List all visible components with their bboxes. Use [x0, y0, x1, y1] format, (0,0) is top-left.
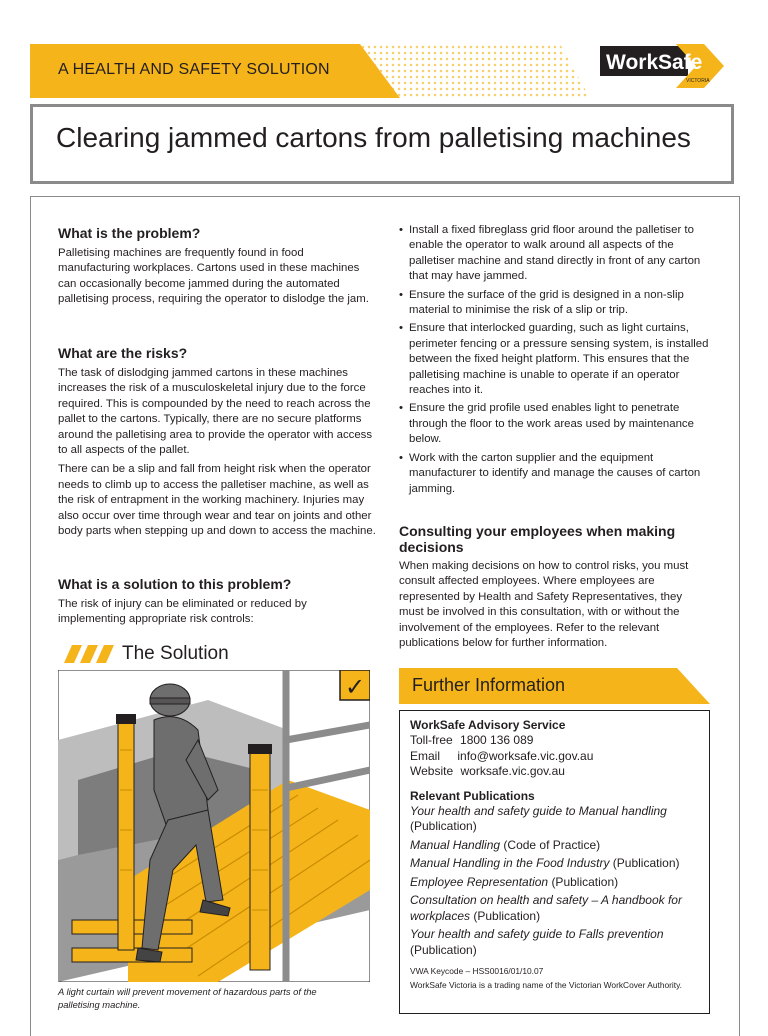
solution-illustration [58, 670, 370, 982]
logo-sub: VICTORIA [686, 78, 710, 84]
email-row [410, 749, 702, 765]
problem-text: Palletising machines are frequently found in food manufacturing workplaces. Cartons used in these machines can occasionally become jammed during the automated palletising process, requiring the operator to dislodge the jam. [58, 247, 369, 306]
website-label: Website [410, 764, 454, 778]
illustration-caption: A light curtain will prevent movement of hazardous parts of the palletising machine. [58, 986, 317, 1010]
risks-section [58, 345, 376, 539]
list-item: • Ensure that interlocked guarding, such as light curtains, perimeter fencing or a pressure sensing system, is installed between the fixed height platform. This ensures that the palletising machine is unable to operate if an operator reaches into it. [399, 321, 709, 398]
publication-title: Manual Handling [410, 837, 501, 852]
website-row [410, 764, 702, 780]
solution-section [58, 576, 376, 628]
publication-type: (Code of Practice) [503, 837, 601, 852]
publication-title: Your health and safety guide to Falls prevention [410, 927, 664, 941]
banner-text: A HEALTH AND SAFETY SOLUTION [58, 61, 330, 78]
risks-heading: What are the risks? [58, 345, 188, 361]
check-icon: ✓ [344, 673, 366, 701]
tollfree-value[interactable]: 1800 136 089 [460, 733, 534, 747]
consult-heading: Consulting your employees when making decisions [399, 523, 676, 555]
problem-section [58, 225, 376, 308]
publication-type: (Publication) [410, 819, 477, 833]
tollfree-row [410, 733, 702, 749]
list-item: • Work with the carton supplier and the equipment manufacturer to identify and manage the causes of carton jamming. [399, 451, 709, 497]
list-item: • Ensure the grid profile used enables light to penetrate through the floor to the work areas used by maintenance below. [399, 401, 709, 447]
solution-text: The risk of injury can be eliminated or reduced by implementing appropriate risk controls: [58, 598, 307, 626]
publication-item[interactable] [410, 838, 702, 854]
publication-title: Manual Handling in the Food Industry [410, 856, 610, 870]
email-label: Email [410, 748, 441, 763]
risks-paragraph-1: The task of dislodging jammed cartons in these machines increases the risk of a musculoskeletal injury due to the force required. This is compounded by the need to reach across the pallet to the cartons. Typically, there are no secure platforms around the palletising area to provide the operator with access to all aspects of the pallet. [58, 367, 373, 457]
logo-safe: Safe [658, 51, 703, 74]
consult-section [399, 523, 709, 651]
controls-list [399, 223, 709, 497]
publication-item[interactable] [410, 927, 702, 958]
solution-heading: What is a solution to this problem? [58, 576, 292, 592]
list-item: • Ensure the surface of the grid is designed in a non-slip material to minimise the risk of a slip or trip. [399, 288, 709, 319]
problem-heading: What is the problem? [58, 225, 201, 241]
trading-name: WorkSafe Victoria is a trading name of the Victorian WorkCover Authority. [410, 980, 683, 990]
publication-title: Consultation on health and safety – A handbook for workplaces [410, 893, 682, 923]
publication-item[interactable] [410, 804, 702, 835]
further-info-content [410, 718, 702, 991]
website-link[interactable]: worksafe.vic.gov.au [460, 764, 565, 778]
stripes-icon [58, 645, 116, 663]
controls-list-section [399, 223, 709, 500]
publication-item[interactable] [410, 893, 702, 924]
page-title: Clearing jammed cartons from palletising machines [56, 122, 691, 153]
further-info-title: Further Information [412, 675, 566, 695]
consult-text: When making decisions on how to control risks, you must consult affected employees. Where employees are represented by Health and Safety Representatives, they must be involved in this consultation, with or without the involvement of the employees. Refer to the relevant publications below for further information. [399, 560, 689, 650]
publication-type: (Publication) [612, 856, 680, 870]
publication-title: Your health and safety guide to Manual handling [410, 803, 667, 818]
pubs-heading: Relevant Publications [410, 788, 535, 803]
worksafe-logo [598, 42, 726, 90]
service-heading: WorkSafe Advisory Service [410, 718, 566, 732]
risks-paragraph-2: There can be a slip and fall from height risk when the operator needs to climb up to access the palletiser machine, as well as the risk of entrapment in the working machinery. Injuries may also occur over time through wear and tear on joints and other body parts when stepping up and down to access the machine. [58, 463, 376, 538]
list-item: • Install a fixed fibreglass grid floor around the palletiser to enable the operator to walk around all aspects of the palletiser machine and stand directly in front of any carton that may have jammed. [399, 223, 709, 285]
publication-title: Employee Representation [410, 874, 549, 889]
email-link[interactable]: info@worksafe.vic.gov.au [457, 748, 594, 763]
publication-item[interactable] [410, 856, 702, 872]
logo-work: Work [606, 51, 659, 74]
publication-item[interactable] [410, 875, 702, 891]
tollfree-label: Toll-free [410, 733, 453, 747]
publication-type: (Publication) [551, 874, 619, 889]
dot-pattern [360, 44, 590, 98]
keycode: VWA Keycode – HSS0016/01/10.07 [410, 966, 544, 976]
publication-type: (Publication) [473, 908, 541, 923]
solution-title: The Solution [122, 643, 229, 664]
publication-type: (Publication) [410, 942, 477, 957]
